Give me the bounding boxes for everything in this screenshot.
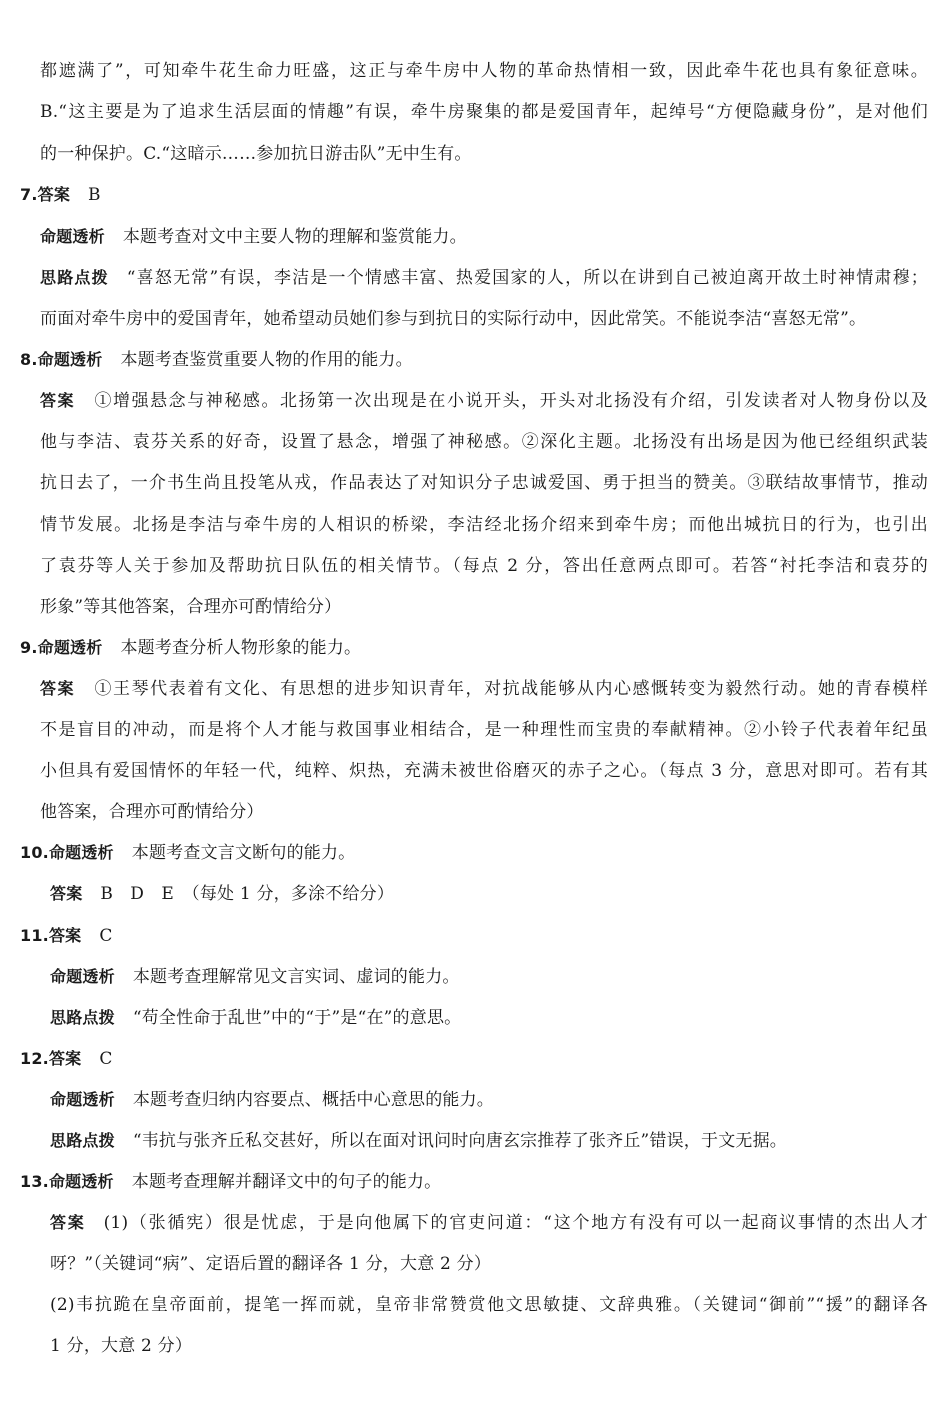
q10-analysis-text: 本题考查文言文断句的能力。 [131, 843, 356, 863]
q8-number: 8. [20, 350, 38, 369]
q9-answer-line-2: 不是盲目的冲动，而是将个人才能与救国事业相结合，是一种理性而宝贵的奉献精神。②小铃子代表着年纪虽 [40, 720, 928, 740]
q10-answer [50, 883, 394, 905]
q13-analysis-text: 本题考查理解并翻译文中的句子的能力。 [131, 1172, 442, 1192]
q10-answer-text: B D E （每处 1 分，多涂不给分） [100, 884, 395, 904]
q13-answer-1-text-1: (1)（张循宪）很是忧虑，于是向他属下的官吏问道：“这个地方有没有可以一起商议事情的杰出人才 [103, 1213, 928, 1233]
q9-number: 9. [20, 638, 38, 657]
q11-number: 11. [20, 926, 49, 945]
q7-answer: B [88, 185, 101, 205]
q13-answer-line-4: 1 分，大意 2 分） [50, 1336, 193, 1356]
q9-header [20, 637, 361, 659]
q9-answer-label: 答案 [40, 679, 76, 698]
q13-answer-line-1 [50, 1212, 928, 1234]
q6-cont-line-2: B.“这主要是为了追求生活层面的情趣”有误，牵牛房聚集的都是爱国青年，起绰号“方便隐藏身份”，是对他们 [40, 102, 928, 122]
q12-number: 12. [20, 1049, 49, 1068]
q13-header [20, 1171, 441, 1193]
q11-hint-text: “苟全性命于乱世”中的“于”是“在”的意思。 [132, 1008, 462, 1028]
q8-answer-text-1: ①增强悬念与神秘感。北扬第一次出现是在小说开头，开头对北扬没有介绍，引发读者对人物身份以及 [93, 391, 928, 411]
q9-analysis-label: 命题透析 [37, 638, 103, 657]
q8-answer-label: 答案 [40, 391, 76, 410]
q12-answer: C [99, 1049, 113, 1069]
q7-analysis-text: 本题考查对文中主要人物的理解和鉴赏能力。 [122, 227, 467, 247]
q6-cont-line-1: 都遮满了”，可知牵牛花生命力旺盛，这正与牵牛房中人物的革命热情相一致，因此牵牛花也具有象征意味。 [40, 61, 928, 81]
q10-answer-label: 答案 [50, 884, 83, 903]
q8-analysis-label: 命题透析 [37, 350, 103, 369]
q11-analysis-text: 本题考查理解常见文言实词、虚词的能力。 [132, 967, 460, 987]
q8-answer-line-3: 抗日去了，一介书生尚且投笔从戎，作品表达了对知识分子忠诚爱国、勇于担当的赞美。③联结故事情节，推动 [40, 473, 928, 493]
q10-header [20, 842, 355, 864]
q7-hint-line-2: 而面对牵牛房中的爱国青年，她希望动员她们参与到抗日的实际行动中，因此常笑。不能说李洁“喜怒无常”。 [40, 309, 867, 329]
q9-answer-line-1 [40, 678, 928, 700]
q6-cont-line-3: 的一种保护。C.“这暗示……参加抗日游击队”无中生有。 [40, 144, 472, 164]
q12-header [20, 1048, 113, 1070]
q13-number: 13. [20, 1172, 49, 1191]
q12-analysis-label: 命题透析 [50, 1090, 115, 1109]
q8-answer-line-1 [40, 390, 928, 412]
q7-hint-text-1: “喜怒无常”有误，李洁是一个情感丰富、热爱国家的人，所以在讲到自己被迫离开故土时神情肃穆； [126, 268, 928, 288]
q12-analysis-text: 本题考查归纳内容要点、概括中心意思的能力。 [132, 1090, 495, 1110]
q11-analysis-label: 命题透析 [50, 967, 115, 986]
q8-answer-line-6: 形象”等其他答案，合理亦可酌情给分） [40, 597, 342, 617]
q11-answer: C [99, 926, 113, 946]
q12-hint [50, 1130, 787, 1152]
q9-answer-text-1: ①王琴代表着有文化、有思想的进步知识青年，对抗战能够从内心感慨转变为毅然行动。她的青春模样 [93, 679, 928, 699]
q13-answer-label: 答案 [50, 1213, 86, 1232]
q7-analysis-label: 命题透析 [40, 227, 105, 246]
q10-analysis-label: 命题透析 [48, 843, 114, 862]
q12-hint-text: “韦抗与张齐丘私交甚好，所以在面对讯问时向唐玄宗推荐了张齐丘”错误，于文无据。 [132, 1131, 787, 1151]
q8-answer-line-2: 他与李洁、袁芬关系的好奇，设置了悬念，增强了神秘感。②深化主题。北扬没有出场是因为他已经组织武装 [40, 432, 928, 452]
q7-analysis [40, 226, 467, 248]
q11-header [20, 925, 113, 947]
q8-analysis-text: 本题考查鉴赏重要人物的作用的能力。 [120, 350, 413, 370]
q11-hint [50, 1007, 461, 1029]
q9-analysis-text: 本题考查分析人物形象的能力。 [120, 638, 362, 658]
q7-answer-label: 答案 [37, 185, 71, 204]
q11-answer-label: 答案 [48, 926, 82, 945]
q13-analysis-label: 命题透析 [48, 1172, 114, 1191]
q13-answer-line-3: (2)韦抗跪在皇帝面前，提笔一挥而就，皇帝非常赞赏他文思敏捷、文辞典雅。（关键词“御前”“援”的翻译各 [50, 1295, 928, 1315]
q11-hint-label: 思路点拨 [50, 1008, 115, 1027]
q8-answer-line-5: 了袁芬等人关于参加及帮助抗日队伍的相关情节。（每点 2 分，答出任意两点即可。若答“衬托李洁和袁芬的 [40, 556, 928, 576]
q9-answer-line-3: 小但具有爱国情怀的年轻一代，纯粹、炽热，充满未被世俗磨灭的赤子之心。（每点 3 分，意思对即可。若有其 [40, 761, 928, 781]
q12-analysis [50, 1089, 494, 1111]
q12-answer-label: 答案 [48, 1049, 82, 1068]
q7-header [20, 184, 101, 206]
q7-number: 7. [20, 185, 38, 204]
q7-hint-line-1 [40, 267, 928, 289]
q13-answer-line-2: 呀？”（关键词“病”、定语后置的翻译各 1 分，大意 2 分） [50, 1254, 492, 1274]
q9-answer-line-4: 他答案，合理亦可酌情给分） [40, 802, 264, 822]
q11-analysis [50, 966, 460, 988]
q7-hint-label: 思路点拨 [40, 268, 109, 287]
q8-header [20, 349, 413, 371]
q12-hint-label: 思路点拨 [50, 1131, 115, 1150]
q8-answer-line-4: 情节发展。北扬是李洁与牵牛房的人相识的桥梁，李洁经北扬介绍来到牵牛房；而他出城抗日的行为，也引出 [40, 515, 928, 535]
q10-number: 10. [20, 843, 49, 862]
